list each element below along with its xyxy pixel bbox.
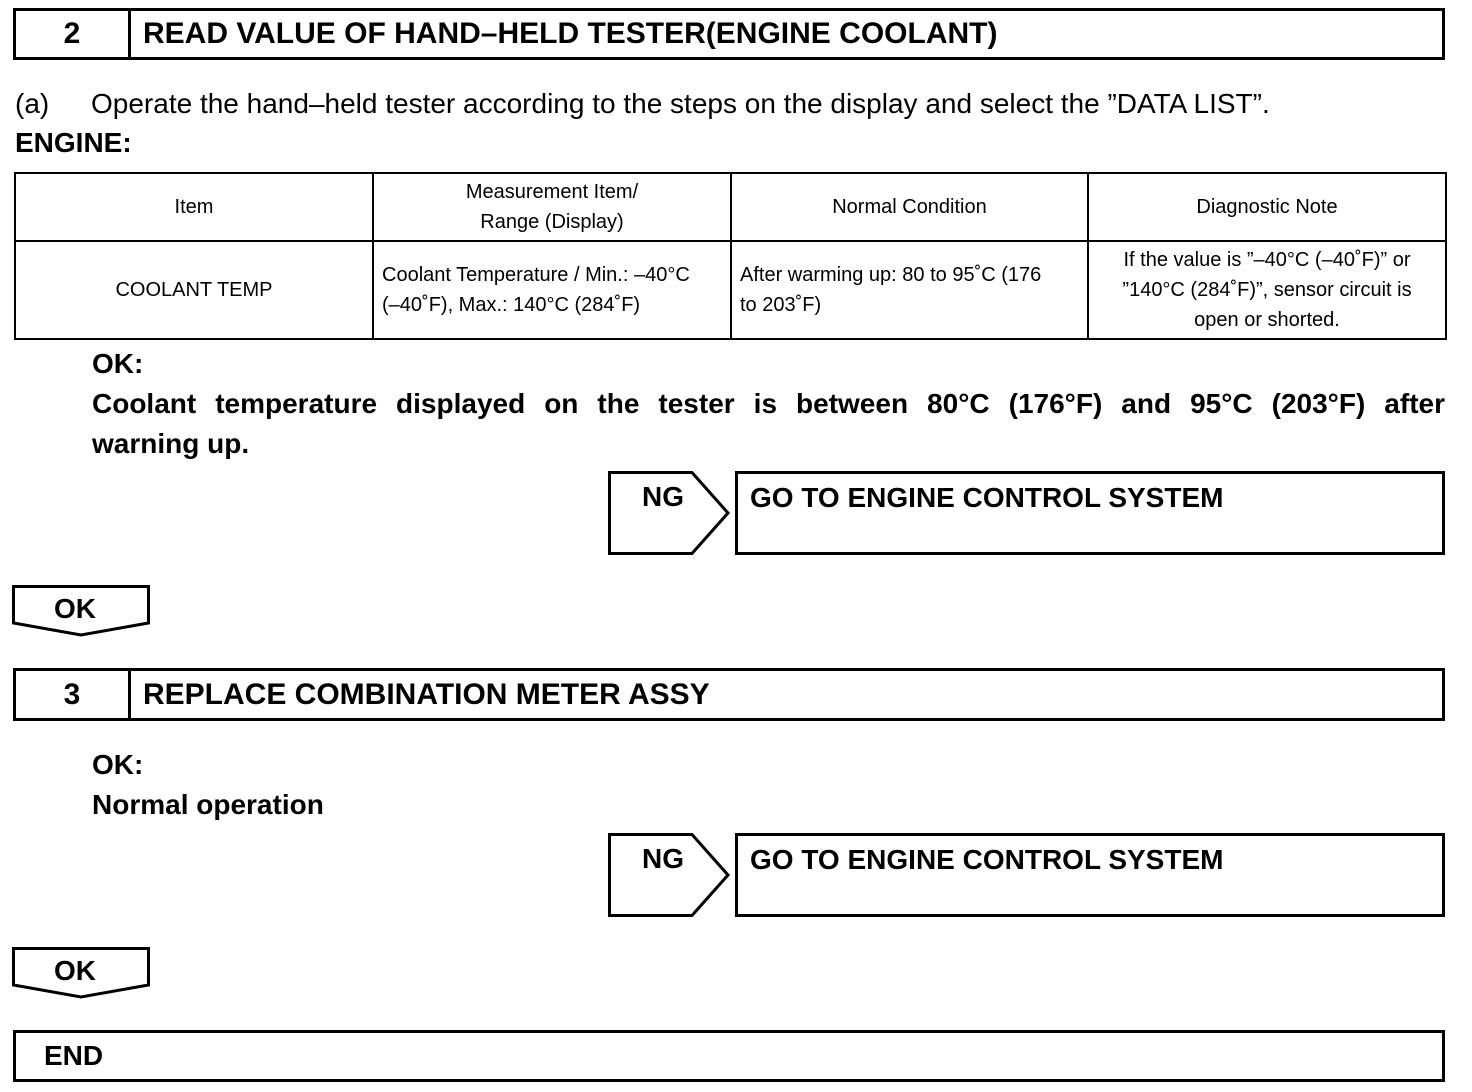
cell-note-line-3: open or shorted. [1194, 309, 1340, 331]
step-2-ng-action-text: GO TO ENGINE CONTROL SYSTEM [750, 482, 1224, 513]
end-label: END [44, 1040, 104, 1071]
header-measurement-item-text: Measurement Item/ Range (Display) [465, 181, 639, 233]
step-2-ng-action-box [735, 471, 1445, 555]
cell-normal-line-1: After warming up: 80 to 95˚C (176 [740, 264, 1042, 286]
header-measurement-item [373, 173, 731, 241]
step-3-ng-flag [608, 833, 730, 917]
end-box [13, 1030, 1445, 1082]
step-2-next-label: OK [54, 593, 96, 624]
data-list-table [14, 172, 1447, 340]
step-3-ng-label: NG [642, 843, 684, 874]
step-3-ok-arrow [12, 947, 150, 999]
cell-item: COOLANT TEMP [15, 241, 373, 339]
step-2-ok-line-1: Coolant temperature displayed on the tester is between 80°C (176°F) and 95°C (203°F) after [92, 388, 1445, 419]
step-2-ok-arrow [12, 585, 150, 637]
step-2-title: READ VALUE OF HAND–HELD TESTER(ENGINE COOLANT) [143, 17, 998, 50]
table-row [15, 241, 1446, 339]
step-3-ng-action-text: GO TO ENGINE CONTROL SYSTEM [750, 844, 1224, 875]
cell-range-line-1: Coolant Temperature / Min.: –40°C [382, 264, 690, 286]
instruction-label: (a) [15, 88, 50, 119]
step-3-next-label: OK [54, 955, 96, 986]
cell-normal-condition [731, 241, 1088, 339]
cell-note-line-1: If the value is ”–40°C (–40˚F)” or [1123, 249, 1411, 271]
step-2-ok-label: OK: [92, 348, 144, 379]
header-normal-condition: Normal Condition [731, 173, 1088, 241]
step-3-title: REPLACE COMBINATION METER ASSY [143, 677, 710, 711]
step-3-ng-action-box [735, 833, 1445, 917]
step-2-ng-flag [608, 471, 730, 555]
cell-note-line-2: ”140°C (284˚F)”, sensor circuit is [1122, 279, 1412, 301]
section-label-engine: ENGINE: [15, 127, 132, 158]
instruction-a [15, 88, 1270, 120]
header-item: Item [15, 173, 373, 241]
step-3-number: 3 [16, 671, 131, 718]
instruction-text: Operate the hand–held tester according to the steps on the display and select the ”DATA LIST”. [91, 88, 1270, 119]
step-2-ok-line-2: warning up. [92, 428, 250, 459]
header-diagnostic-note: Diagnostic Note [1088, 173, 1446, 241]
step-3-ok-text: Normal operation [92, 789, 324, 820]
step-3-header [13, 668, 1445, 721]
cell-range-line-2: (–40˚F), Max.: 140°C (284˚F) [382, 294, 641, 316]
step-2-ng-label: NG [642, 481, 684, 512]
cell-normal-line-2: to 203˚F) [740, 294, 822, 316]
step-2-header [13, 8, 1445, 60]
step-3-ok-label: OK: [92, 749, 144, 780]
cell-range [373, 241, 731, 339]
step-2-number: 2 [16, 11, 131, 57]
table-header-row [15, 173, 1446, 241]
cell-diagnostic-note [1088, 241, 1446, 339]
